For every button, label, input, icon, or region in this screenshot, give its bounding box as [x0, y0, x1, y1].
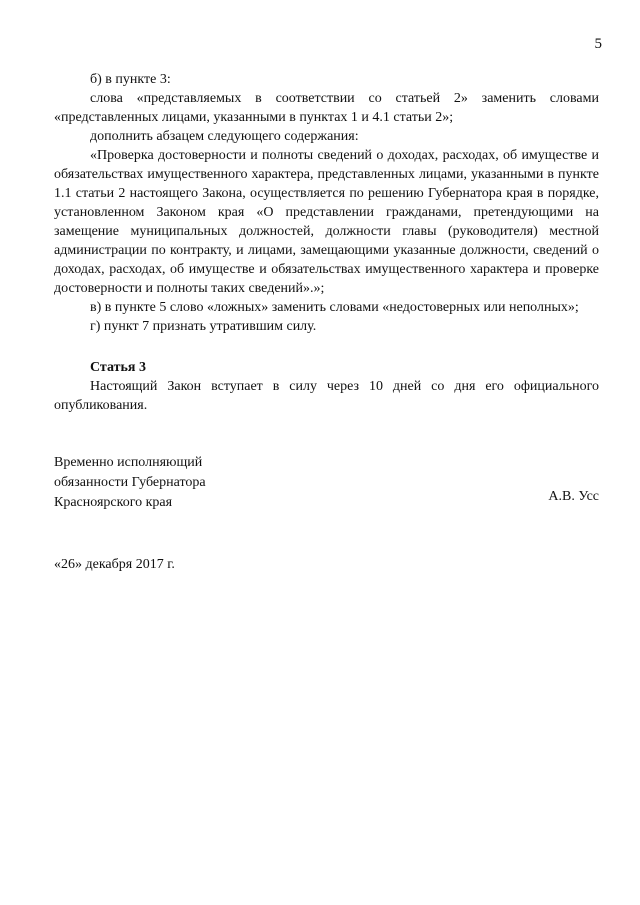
- document-body: [54, 70, 599, 415]
- amendment-item-b-replace: слова «представляемых в соответствии со статьей 2» заменить словами «представленных лицами, указанными в пунктах 1 и 4.1 статьи 2»;: [54, 91, 599, 125]
- amendment-item-v: в) в пункте 5 слово «ложных» заменить словами «недостоверных или неполных»;: [90, 300, 579, 315]
- signature-line-1: Временно исполняющий: [54, 455, 203, 470]
- amendment-item-b-intro: б) в пункте 3:: [90, 72, 171, 87]
- document-date: «26» декабря 2017 г.: [54, 557, 175, 572]
- signature-block: [54, 453, 599, 513]
- amendment-item-b-add: дополнить абзацем следующего содержания:: [90, 129, 359, 144]
- page-number: 5: [594, 36, 602, 52]
- signature-line-3: Красноярского края: [54, 495, 173, 510]
- amendment-item-g: г) пункт 7 признать утратившим силу.: [90, 319, 317, 334]
- article-3-title: Статья 3: [90, 360, 146, 375]
- signer-name: А.В. Усс: [548, 489, 599, 504]
- signature-line-2: обязанности Губернатора: [54, 475, 206, 490]
- article-3-text: Настоящий Закон вступает в силу через 10 дней со дня его официального опубликования.: [54, 379, 599, 413]
- spacer: [54, 336, 599, 358]
- amendment-item-b-quote: «Проверка достоверности и полноты сведений о доходах, расходах, об имуществе и обязательствах имущественного характера, представленных лицами, указанными в пункте 1.1 статьи 2 настоящего Закона, осуществляется по решению Губернатора края в порядке, установленном Законом края «О представлении гражданами, претендующими на замещение муниципальных должностей, должности главы (руководителя) местной администрации по контракту, и лицами, замещающими указанные должности, сведений о доходах, расходах, об имуществе и обязательствах имущественного характера и проверке достоверности и полноты таких сведений».»;: [54, 148, 599, 296]
